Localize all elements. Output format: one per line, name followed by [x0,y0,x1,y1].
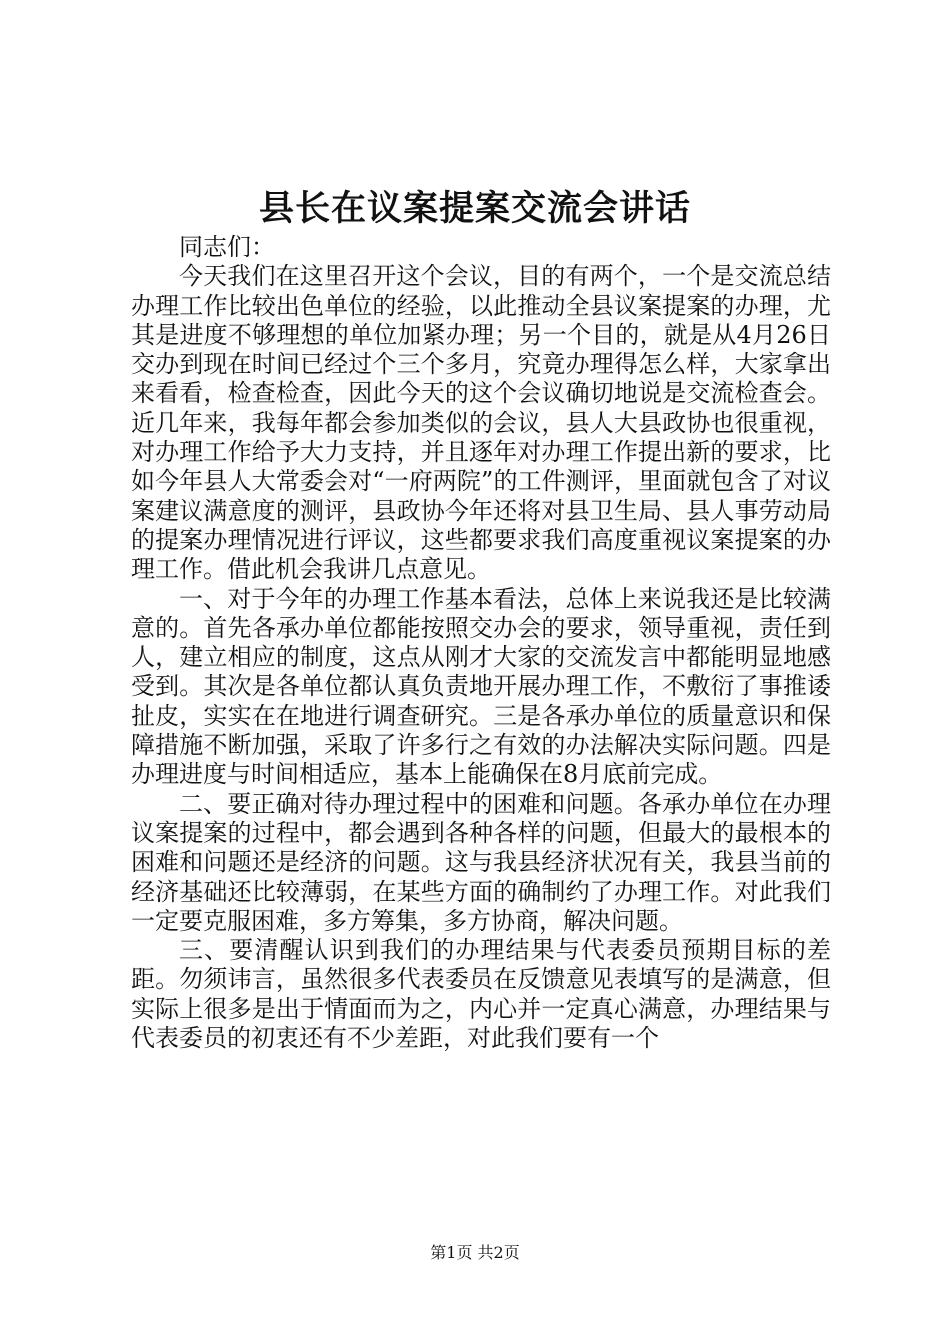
paragraph-point-three: 三、要清醒认识到我们的办理结果与代表委员预期目标的差距。勿须讳言，虽然很多代表委员在反馈意见表填写的是满意，但实际上很多是出于情面而为之，内心并一定真心满意，办理结果与代表委员的初衷还有不少差距，对此我们要有一个 [131,936,831,1053]
paragraph-point-one: 一、对于今年的办理工作基本看法，总体上来说我还是比较满意的。首先各承办单位都能按照交办会的要求，领导重视，责任到人，建立相应的制度，这点从刚才大家的交流发言中都能明显地感受到。其次是各单位都认真负责地开展办理工作，不敷衍了事推诿扯皮，实实在在地进行调查研究。三是各承办单位的质量意识和保障措施不断加强，采取了许多行之有效的办法解决实际问题。四是办理进度与时间相适应，基本上能确保在8月底前完成。 [131,584,831,789]
page-number-footer: 第1页 共2页 [430,1243,520,1262]
salutation: 同志们： [179,233,275,261]
paragraph-point-two: 二、要正确对待办理过程中的困难和问题。各承办单位在办理议案提案的过程中，都会遇到各种各样的问题，但最大的最根本的困难和问题还是经济的问题。这与我县经济状况有关，我县当前的经济基础还比较薄弱，在某些方面的确制约了办理工作。对此我们一定要克服困难，多方筹集，多方协商，解决问题。 [131,789,831,935]
paragraph-intro: 今天我们在这里召开这个会议，目的有两个，一个是交流总结办理工作比较出色单位的经验，以此推动全县议案提案的办理，尤其是进度不够理想的单位加紧办理；另一个目的，就是从4月26日交办到现在时间已经过个三个多月，究竟办理得怎么样，大家拿出来看看，检查检查，因此今天的这个会议确切地说是交流检查会。近几年来，我每年都会参加类似的会议，县人大县政协也很重视，对办理工作给予大力支持，并且逐年对办理工作提出新的要求，比如今年县人大常委会对“一府两院”的工件测评，里面就包含了对议案建议满意度的测评，县政协今年还将对县卫生局、县人事劳动局的提案办理情况进行评议，这些都要求我们高度重视议案提案的办理工作。借此机会我讲几点意见。 [131,262,831,584]
document-body [131,233,831,1053]
document-title: 县长在议案提案交流会讲话 [258,188,691,229]
